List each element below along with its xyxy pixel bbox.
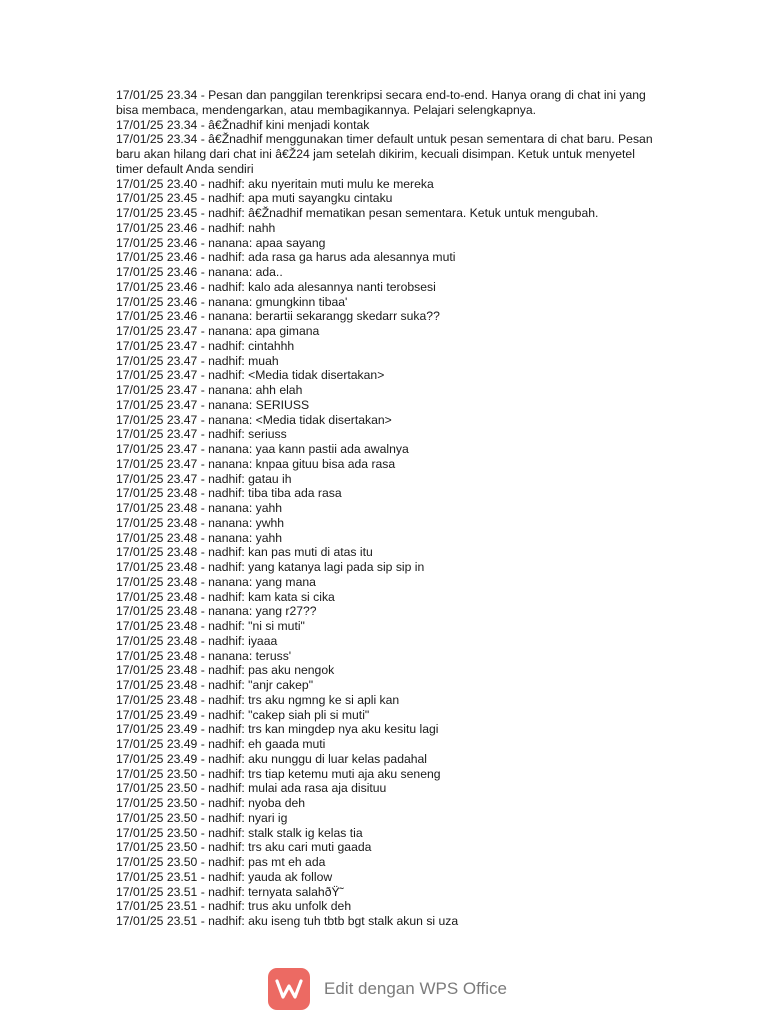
chat-line: 17/01/25 23.34 - â€Žnadhif menggunakan timer default untuk pesan sementara di chat baru. Pesan baru akan hilang dari chat ini â€Ž24 jam setelah dikirim, kecuali disimpan. Ketuk untuk menyetel timer default Anda sendiri	[116, 132, 653, 176]
chat-line: 17/01/25 23.49 - nadhif: eh gaada muti	[116, 737, 326, 751]
chat-line: 17/01/25 23.48 - nadhif: yang katanya lagi pada sip sip in	[116, 560, 425, 574]
chat-line: 17/01/25 23.49 - nadhif: trs kan mingdep nya aku kesitu lagi	[116, 722, 439, 737]
chat-line: 17/01/25 23.48 - nanana: yang mana	[116, 574, 316, 589]
chat-line: 17/01/25 23.46 - nanana: gmungkinn tibaa'	[116, 294, 348, 309]
chat-line: 17/01/25 23.51 - nadhif: aku iseng tuh tbtb bgt stalk akun si uza	[116, 914, 459, 928]
chat-line: 17/01/25 23.51 - nadhif: trus aku unfolk deh	[116, 899, 352, 914]
chat-line: 17/01/25 23.48 - nadhif: pas aku nengok	[116, 663, 335, 678]
chat-line: 17/01/25 23.47 - nanana: <Media tidak disertakan>	[116, 412, 392, 427]
chat-line: 17/01/25 23.50 - nadhif: nyari ig	[116, 810, 288, 825]
chat-line: 17/01/25 23.46 - nanana: berartii sekarangg skedarr suka??	[116, 309, 440, 324]
chat-export-document	[116, 88, 656, 929]
chat-line: 17/01/25 23.49 - nadhif: aku nunggu di luar kelas padahal	[116, 751, 428, 766]
chat-line: 17/01/25 23.48 - nadhif: tiba tiba ada rasa	[116, 486, 342, 501]
edit-with-wps-label[interactable]: Edit dengan WPS Office	[324, 979, 508, 998]
chat-line: 17/01/25 23.46 - nadhif: nahh	[116, 220, 276, 235]
chat-line: 17/01/25 23.48 - nanana: yang r27??	[116, 604, 317, 619]
chat-line: 17/01/25 23.47 - nadhif: gatau ih	[116, 471, 292, 486]
chat-line: 17/01/25 23.48 - nanana: ywhh	[116, 515, 285, 530]
chat-line: 17/01/25 23.45 - nadhif: apa muti sayangku cintaku	[116, 191, 393, 206]
chat-line: 17/01/25 23.50 - nadhif: nyoba deh	[116, 796, 306, 810]
wps-office-logo-icon	[268, 968, 310, 1010]
chat-line: 17/01/25 23.47 - nadhif: seriuss	[116, 427, 287, 442]
chat-line: 17/01/25 23.48 - nadhif: kan pas muti di atas itu	[116, 545, 373, 560]
wps-edit-footer[interactable]	[268, 968, 507, 1010]
chat-line: 17/01/25 23.48 - nadhif: "ni si muti"	[116, 619, 305, 633]
chat-line: 17/01/25 23.47 - nanana: knpaa gituu bisa ada rasa	[116, 456, 396, 471]
chat-line: 17/01/25 23.48 - nanana: yahh	[116, 501, 283, 515]
chat-line: 17/01/25 23.47 - nadhif: muah	[116, 353, 279, 368]
chat-line: 17/01/25 23.50 - nadhif: trs aku cari muti gaada	[116, 840, 372, 855]
chat-line: 17/01/25 23.47 - nanana: apa gimana	[116, 324, 320, 338]
chat-line: 17/01/25 23.47 - nanana: ahh elah	[116, 383, 303, 397]
chat-line: 17/01/25 23.51 - nadhif: ternyata salahðŸ˜	[116, 884, 344, 899]
chat-line: 17/01/25 23.49 - nadhif: "cakep siah pli si muti"	[116, 707, 370, 722]
chat-line: 17/01/25 23.46 - nadhif: kalo ada alesannya nanti terobsesi	[116, 279, 436, 294]
chat-line: 17/01/25 23.47 - nanana: yaa kann pastii ada awalnya	[116, 442, 409, 456]
chat-line: 17/01/25 23.51 - nadhif: yauda ak follow	[116, 869, 333, 884]
chat-line: 17/01/25 23.47 - nanana: SERIUSS	[116, 397, 310, 412]
chat-line: 17/01/25 23.48 - nadhif: trs aku ngmng ke si apli kan	[116, 692, 400, 707]
chat-line: 17/01/25 23.45 - nadhif: â€Žnadhif mematikan pesan sementara. Ketuk untuk mengubah.	[116, 206, 599, 220]
chat-line: 17/01/25 23.46 - nanana: apaa sayang	[116, 235, 326, 250]
chat-line: 17/01/25 23.48 - nadhif: iyaaa	[116, 633, 278, 648]
chat-line: 17/01/25 23.40 - nadhif: aku nyeritain muti mulu ke mereka	[116, 176, 434, 191]
chat-line: 17/01/25 23.50 - nadhif: stalk stalk ig kelas tia	[116, 825, 363, 840]
chat-line: 17/01/25 23.46 - nanana: ada..	[116, 265, 283, 279]
chat-line: 17/01/25 23.48 - nanana: yahh	[116, 530, 283, 545]
chat-line: 17/01/25 23.48 - nanana: teruss'	[116, 648, 292, 663]
chat-line: 17/01/25 23.34 - â€Žnadhif kini menjadi kontak	[116, 117, 370, 132]
chat-line: 17/01/25 23.50 - nadhif: pas mt eh ada	[116, 855, 326, 869]
chat-line: 17/01/25 23.47 - nadhif: <Media tidak disertakan>	[116, 368, 385, 383]
chat-line: 17/01/25 23.46 - nadhif: ada rasa ga harus ada alesannya muti	[116, 250, 456, 265]
chat-line: 17/01/25 23.50 - nadhif: trs tiap ketemu muti aja aku seneng	[116, 766, 441, 781]
chat-line: 17/01/25 23.47 - nadhif: cintahhh	[116, 338, 295, 353]
chat-line: 17/01/25 23.48 - nadhif: kam kata si cika	[116, 589, 335, 604]
chat-line: 17/01/25 23.48 - nadhif: "anjr cakep"	[116, 678, 314, 692]
chat-line: 17/01/25 23.34 - Pesan dan panggilan terenkripsi secara end-to-end. Hanya orang di chat ini yang bisa membaca, mendengarkan, atau membagikannya. Pelajari selengkapnya.	[116, 88, 646, 117]
chat-line: 17/01/25 23.50 - nadhif: mulai ada rasa aja disituu	[116, 781, 387, 796]
